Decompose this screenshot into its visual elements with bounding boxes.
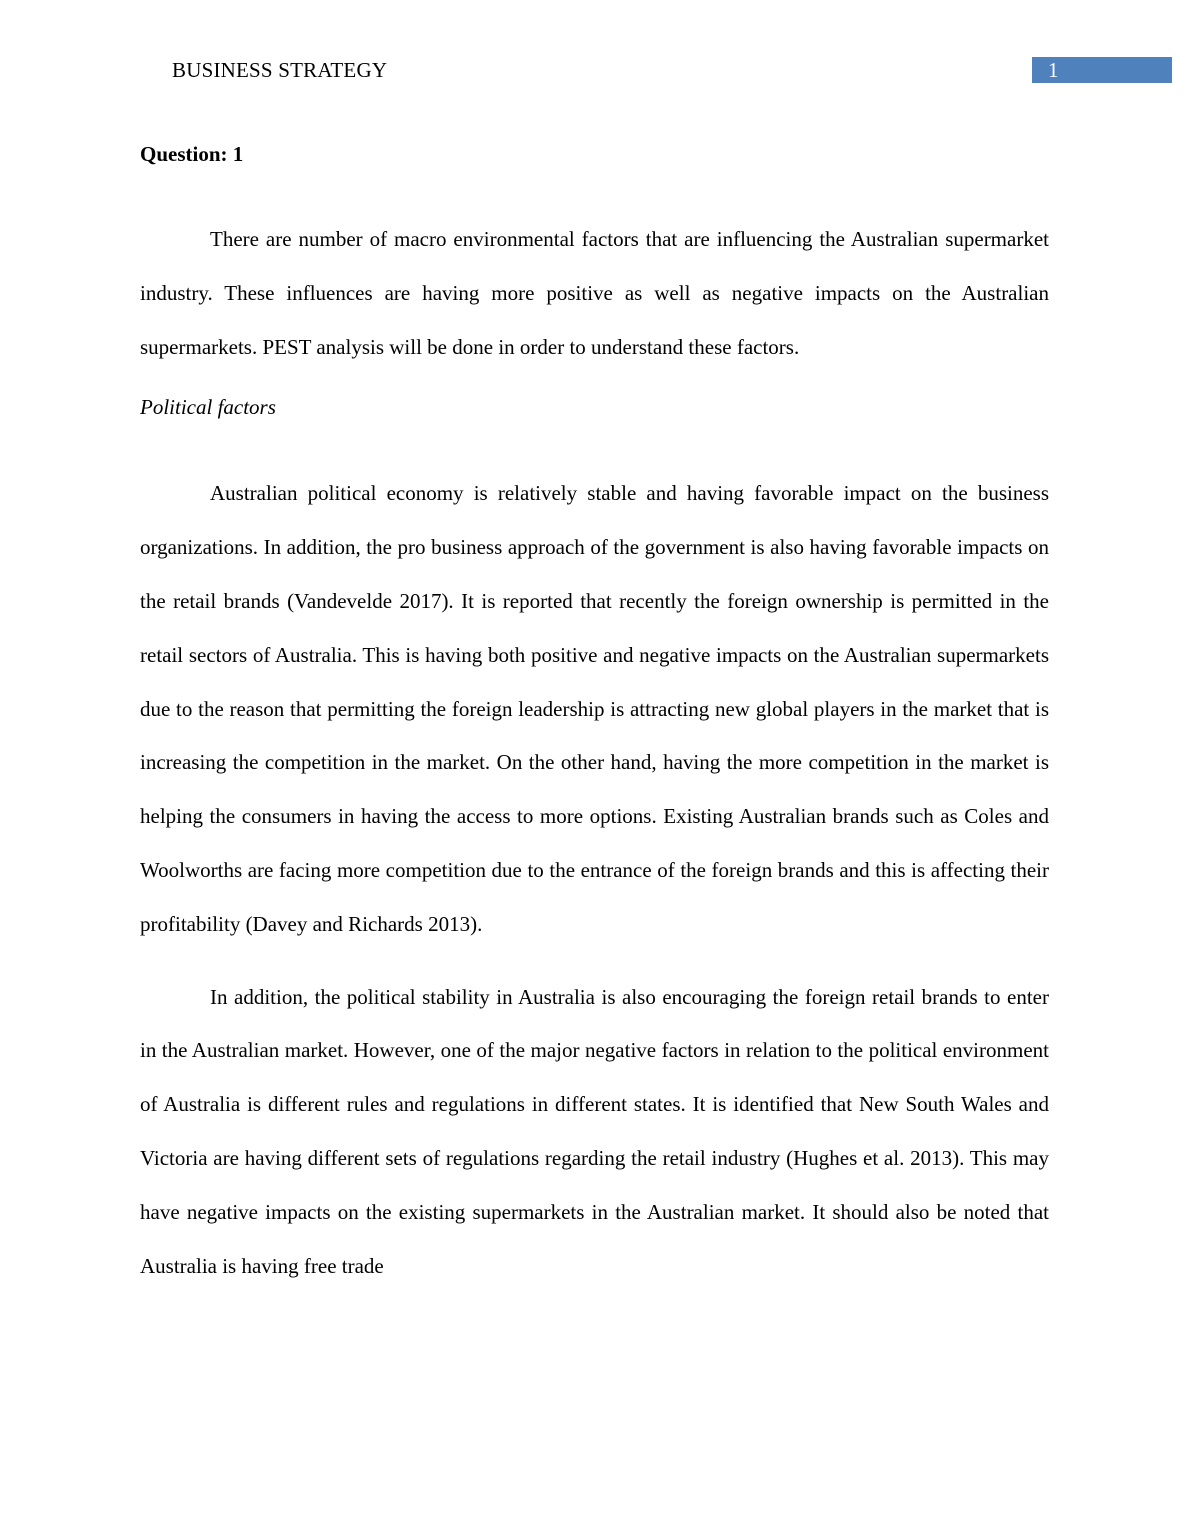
question-heading: Question: 1 [140,142,244,166]
document-body [140,140,1049,1312]
section-heading-political-factors: Political factors [140,395,276,420]
body-paragraph: In addition, the political stability in Australia is also encouraging the foreign retail brands to enter in the Australian market. However, one of the major negative factors in relation to the political environment of Australia is different rules and regulations in different states. It is identified that New South Wales and Victoria are having different sets of regulations regarding the retail industry (Hughes et al. 2013). This may have negative impacts on the existing supermarkets in the Australian market. It should also be noted that Australia is having free trade [140,984,1049,1278]
body-paragraph: Australian political economy is relatively stable and having favorable impact on the business organizations. In addition, the pro business approach of the government is also having favorable impacts on the retail brands (Vandevelde 2017). It is reported that recently the foreign ownership is permitted in the retail sectors of Australia. This is having both positive and negative impacts on the Australian supermarkets due to the reason that permitting the foreign leadership is attracting new global players in the market that is increasing the competition in the market. On the other hand, having the more competition in the market is helping the consumers in having the access to more options. Existing Australian brands such as Coles and Woolworths are facing more competition due to the entrance of the foreign brands and this is affecting their profitability (Davey and Richards 2013). [140,481,1049,936]
running-header-title: BUSINESS STRATEGY [172,58,388,82]
page-number-box [1032,57,1172,83]
page-number: 1 [1048,58,1059,82]
intro-paragraph: There are number of macro environmental factors that are influencing the Australian supermarket industry. These influences are having more positive as well as negative impacts on the Australian supermarkets. PEST analysis will be done in order to understand these factors. [140,227,1049,359]
